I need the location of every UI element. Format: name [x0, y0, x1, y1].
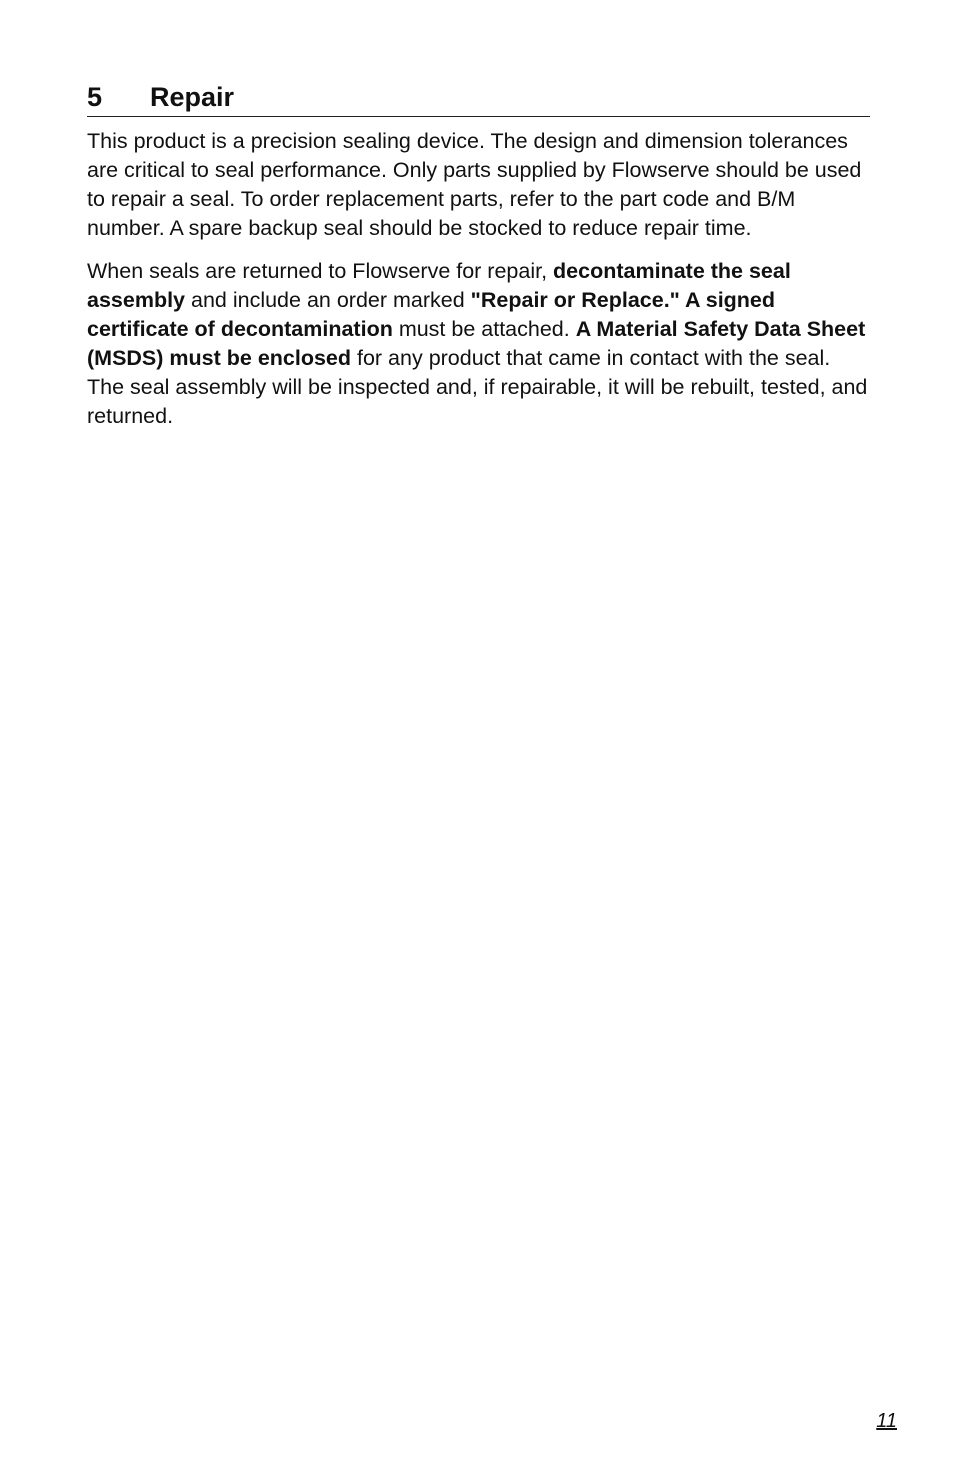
return-bold-1: decontaminate the seal assembly [87, 259, 791, 312]
section-heading [87, 80, 870, 117]
paragraph-parts-info: This product is a precision sealing device. The design and dimension tolerances are critical to seal performance. Only parts supplied by Flowserve should be used to repair a seal. To order replacement parts, refer to the part code and B/M number. A spare backup seal should be stocked to reduce repair time. [87, 129, 862, 240]
return-bold-3: A Material Safety Data Sheet (MSDS) must be enclosed [87, 317, 866, 370]
page-number: 11 [876, 1410, 897, 1432]
section-title: Repair [150, 82, 235, 112]
repair-section [87, 80, 870, 431]
return-text-3: must be attached. [392, 317, 576, 341]
return-text-4: for any product that came in contact with the seal. The seal assembly will be inspected and, if repairable, it will be rebuilt, tested, and returned. [87, 346, 868, 428]
return-text-1: When seals are returned to Flowserve for repair, [87, 259, 554, 283]
section-number: 5 [87, 82, 103, 112]
paragraph-return-instructions [87, 257, 870, 431]
return-text-2: and include an order marked [185, 288, 471, 312]
return-bold-2: "Repair or Replace." A signed certificate of decontamination [87, 288, 776, 341]
